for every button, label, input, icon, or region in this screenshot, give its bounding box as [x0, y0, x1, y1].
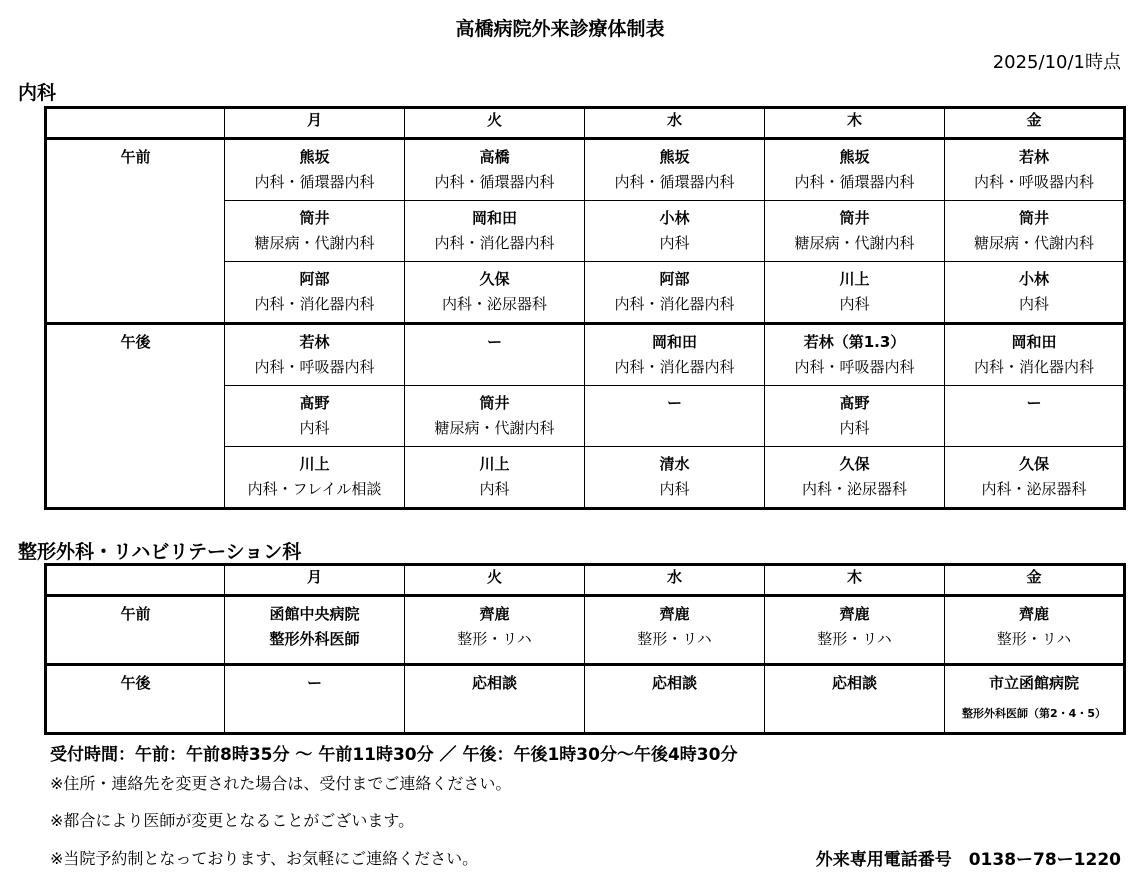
- day-header: 木: [765, 108, 945, 139]
- schedule-cell: [585, 139, 765, 201]
- schedule-cell: [585, 262, 765, 324]
- doctor-name: 筒井: [1018, 209, 1049, 227]
- department: 内科・循環器内科: [434, 173, 555, 191]
- note-doctor-change: ※都合により医師が変更となることがございます。: [50, 811, 415, 830]
- department: 内科・循環器内科: [794, 173, 915, 191]
- schedule-cell: [945, 262, 1125, 324]
- schedule-row: [46, 324, 1125, 386]
- department: 内科: [299, 419, 330, 437]
- department: 糖尿病・代謝内科: [254, 234, 375, 252]
- schedule-cell: [945, 596, 1125, 665]
- schedule-cell: [945, 139, 1125, 201]
- department: 内科: [479, 480, 510, 498]
- department: 内科・消化器内科: [973, 358, 1094, 376]
- department: 内科・泌尿器科: [801, 480, 907, 498]
- outpatient-phone-number: 外来専用電話番号 0138ー78ー1220: [815, 850, 1121, 870]
- doctor-name: 岡和田: [1011, 333, 1057, 351]
- doctor-name: 高橋: [479, 148, 510, 166]
- department: 内科・泌尿器科: [981, 480, 1087, 498]
- internal-medicine-schedule-table: [44, 106, 1126, 510]
- doctor-name: 齊鹿: [659, 605, 690, 623]
- doctor-name: ー: [306, 674, 322, 692]
- schedule-cell: [405, 386, 585, 447]
- department: 内科: [1018, 295, 1049, 313]
- schedule-cell: [945, 386, 1125, 447]
- department: 内科・消化器内科: [434, 234, 555, 252]
- doctor-name: 久保: [479, 270, 510, 288]
- period-morning: 午前: [46, 139, 225, 324]
- doctor-name: 若林: [1018, 148, 1049, 166]
- schedule-cell: [585, 447, 765, 509]
- department: 内科: [839, 295, 870, 313]
- schedule-cell: [225, 262, 405, 324]
- doctor-name: 阿部: [659, 270, 690, 288]
- day-header: 火: [405, 108, 585, 139]
- doctor-name: ー: [1026, 394, 1042, 412]
- department: 内科・消化器内科: [254, 295, 375, 313]
- doctor-name: 川上: [479, 455, 510, 473]
- department: 整形・リハ: [457, 630, 532, 648]
- schedule-cell: [405, 201, 585, 262]
- doctor-name: ー: [666, 394, 682, 412]
- schedule-cell: [225, 447, 405, 509]
- doctor-name: 川上: [839, 270, 870, 288]
- department: [405, 352, 584, 357]
- schedule-cell: [405, 596, 585, 665]
- department: 整形・リハ: [637, 630, 712, 648]
- doctor-name: 髙野: [839, 394, 870, 412]
- schedule-cell: [765, 262, 945, 324]
- schedule-cell: [585, 665, 765, 734]
- department: 内科: [659, 234, 690, 252]
- day-header: 金: [945, 108, 1125, 139]
- department: 内科・泌尿器科: [441, 295, 547, 313]
- doctor-name: 岡和田: [471, 209, 517, 227]
- department: 整形外科医師（第2・4・5）: [962, 707, 1106, 720]
- schedule-cell: [585, 386, 765, 447]
- period-afternoon: 午後: [46, 665, 225, 734]
- day-header: 火: [405, 565, 585, 596]
- doctor-name: 筒井: [299, 209, 330, 227]
- day-header: 水: [585, 108, 765, 139]
- period-morning: 午前: [46, 596, 225, 665]
- schedule-cell: [585, 596, 765, 665]
- department: 内科: [839, 419, 870, 437]
- doctor-name: 久保: [839, 455, 870, 473]
- doctor-name: 小林: [1018, 270, 1049, 288]
- doctor-name: 川上: [299, 455, 330, 473]
- doctor-name: 応相談: [471, 674, 517, 692]
- doctor-name: 岡和田: [651, 333, 697, 351]
- period-afternoon: 午後: [46, 324, 225, 509]
- department: 糖尿病・代謝内科: [794, 234, 915, 252]
- department: [945, 413, 1123, 418]
- schedule-cell: [405, 665, 585, 734]
- doctor-name: 熊坂: [839, 148, 870, 166]
- day-header: 月: [225, 108, 405, 139]
- schedule-cell: [225, 139, 405, 201]
- department: [585, 413, 764, 418]
- schedule-cell: [585, 324, 765, 386]
- doctor-name: 小林: [659, 209, 690, 227]
- schedule-cell: [765, 596, 945, 665]
- department: 糖尿病・代謝内科: [434, 419, 555, 437]
- as-of-date: 2025/10/1時点: [992, 52, 1121, 73]
- schedule-cell: [765, 386, 945, 447]
- day-header: 月: [225, 565, 405, 596]
- schedule-cell: [225, 386, 405, 447]
- schedule-cell: [765, 447, 945, 509]
- schedule-cell: [765, 324, 945, 386]
- department: 内科・呼吸器内科: [973, 173, 1094, 191]
- department: 整形・リハ: [817, 630, 892, 648]
- schedule-cell: [765, 201, 945, 262]
- schedule-cell: [225, 324, 405, 386]
- department: 内科・循環器内科: [614, 173, 735, 191]
- department: [585, 693, 764, 698]
- corner-cell: [46, 108, 225, 139]
- day-header: 金: [945, 565, 1125, 596]
- schedule-row: [46, 139, 1125, 201]
- schedule-cell: [585, 201, 765, 262]
- schedule-row: [46, 665, 1125, 734]
- corner-cell: [46, 565, 225, 596]
- schedule-cell: [945, 447, 1125, 509]
- schedule-row: [46, 596, 1125, 665]
- doctor-name: ー: [486, 333, 502, 351]
- note-reservation: ※当院予約制となっております、お気軽にご連絡ください。: [50, 849, 479, 868]
- department: 内科・呼吸器内科: [254, 358, 375, 376]
- doctor-name: 久保: [1018, 455, 1049, 473]
- doctor-name: 応相談: [651, 674, 697, 692]
- doctor-name: 筒井: [839, 209, 870, 227]
- doctor-name: 熊坂: [659, 148, 690, 166]
- reception-hours: 受付時間：午前：午前8時35分 〜 午前11時30分 ／ 午後：午後1時30分〜午後4時30分: [50, 745, 738, 765]
- department: 整形・リハ: [996, 630, 1072, 648]
- note-address-change: ※住所・連絡先を変更された場合は、受付までご連絡ください。: [50, 774, 512, 793]
- doctor-name: 筒井: [479, 394, 510, 412]
- schedule-cell: [765, 665, 945, 734]
- day-header-row: [46, 108, 1125, 139]
- department: [765, 693, 944, 698]
- doctor-name: 齊鹿: [839, 605, 870, 623]
- schedule-cell: [225, 596, 405, 665]
- page-title: 高橋病院外来診療体制表: [455, 18, 665, 40]
- day-header: 木: [765, 565, 945, 596]
- schedule-cell: [405, 139, 585, 201]
- department: 糖尿病・代謝内科: [973, 234, 1094, 252]
- doctor-name: 阿部: [299, 270, 330, 288]
- doctor-name: 応相談: [831, 674, 877, 692]
- department: [405, 693, 584, 698]
- doctor-name: 清水: [659, 455, 690, 473]
- department: [225, 693, 404, 698]
- doctor-name: 函館中央病院: [269, 605, 360, 623]
- department: 内科・消化器内科: [614, 358, 735, 376]
- day-header: 水: [585, 565, 765, 596]
- internal-medicine-title: 内科: [18, 82, 57, 104]
- schedule-cell: [225, 201, 405, 262]
- department: 内科・フレイル相談: [247, 480, 382, 498]
- schedule-cell: [405, 324, 585, 386]
- department: 内科・循環器内科: [254, 173, 375, 191]
- doctor-name: 齊鹿: [1018, 605, 1049, 623]
- orthopedics-title: 整形外科・リハビリテーション科: [18, 541, 302, 563]
- schedule-cell: [405, 262, 585, 324]
- doctor-name: 若林: [299, 333, 330, 351]
- department: 整形外科医師: [269, 630, 360, 648]
- schedule-cell: [405, 447, 585, 509]
- doctor-name: 若林（第1.3）: [803, 333, 906, 351]
- doctor-name: 齊鹿: [479, 605, 510, 623]
- department: 内科: [659, 480, 690, 498]
- day-header-row: [46, 565, 1125, 596]
- doctor-name: 熊坂: [299, 148, 330, 166]
- department: 内科・消化器内科: [614, 295, 735, 313]
- department: 内科・呼吸器内科: [794, 358, 915, 376]
- orthopedics-schedule-table: [44, 563, 1126, 735]
- schedule-cell: [765, 139, 945, 201]
- doctor-name: 髙野: [299, 394, 330, 412]
- schedule-cell: [945, 665, 1125, 734]
- doctor-name: 市立函館病院: [988, 674, 1079, 692]
- schedule-cell: [945, 201, 1125, 262]
- schedule-cell: [225, 665, 405, 734]
- schedule-cell: [945, 324, 1125, 386]
